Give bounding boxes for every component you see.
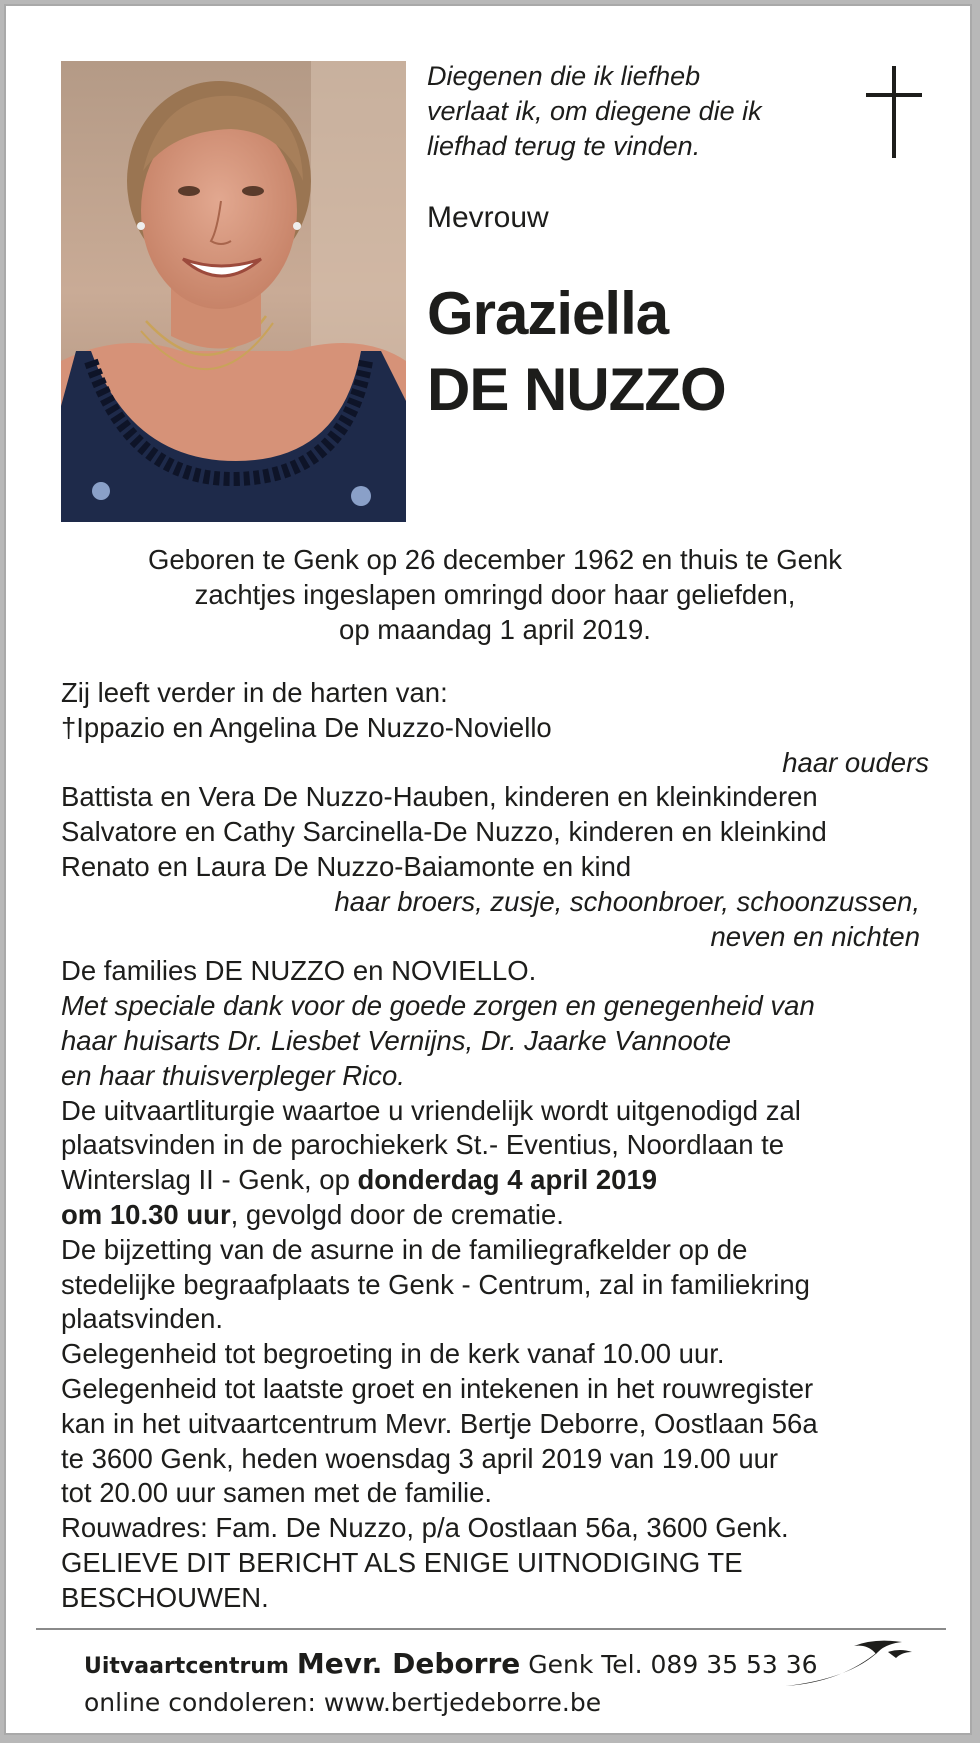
viewing-info: kan in het uitvaartcentrum Mevr. Bertje Deborre, Oostlaan 56a [61, 1407, 818, 1439]
birth-line: zachtjes ingeslapen omringd door haar geliefden, [194, 579, 796, 610]
relation-parents: haar ouders [782, 746, 929, 778]
viewing-info: te 3600 Genk, heden woensdag 3 april 2019 van 19.00 uur [61, 1442, 779, 1474]
last-name: DE NUZZO [427, 356, 726, 423]
funeral-date: donderdag 4 april 2019 [357, 1164, 658, 1196]
portrait-photo [61, 61, 406, 522]
viewing-info: Gelegenheid tot laatste groet en intekenen in het rouwregister [61, 1372, 814, 1404]
birth-line: Geboren te Genk op 26 december 1962 en thuis te Genk [147, 544, 843, 575]
relation-siblings: haar broers, zusje, schoonbroer, schoonzussen, [334, 885, 920, 917]
quote-line: Diegenen die ik liefheb [427, 61, 701, 91]
quote-line: liefhad terug te vinden. [427, 131, 701, 161]
sibling-line: Salvatore en Cathy Sarcinella-De Nuzzo, kinderen en kleinkind [61, 816, 827, 848]
invitation-notice: GELIEVE DIT BERICHT ALS ENIGE UITNODIGING TE [61, 1546, 743, 1578]
cremation-note: , gevolgd door de crematie. [230, 1198, 564, 1230]
sibling-line: Renato en Laura De Nuzzo-Baiamonte en kind [61, 850, 632, 882]
funeral-home-phone: Tel. 089 35 53 36 [601, 1650, 818, 1679]
invitation-notice: BESCHOUWEN. [61, 1581, 269, 1613]
funeral-time: om 10.30 uur [61, 1198, 231, 1230]
thanks-line: haar huisarts Dr. Liesbet Vernijns, Dr. Jaarke Vannoote [61, 1024, 732, 1056]
funeral-info: plaatsvinden in de parochiekerk St.- Eventius, Noordlaan te [61, 1129, 785, 1161]
interment-info: stedelijke begraafplaats te Genk - Centrum, zal in familiekring [61, 1268, 810, 1300]
greeting-info: Gelegenheid tot begroeting in de kerk vanaf 10.00 uur. [61, 1338, 725, 1370]
memorial-quote [427, 59, 847, 164]
funeral-info [61, 1198, 929, 1233]
announcement-body [61, 676, 929, 1616]
honorific: Mevrouw [427, 201, 549, 234]
deceased-name [427, 276, 726, 428]
families-line: De families DE NUZZO en NOVIELLO. [61, 955, 537, 987]
family-intro: Zij leeft verder in de harten van: [61, 677, 448, 708]
funeral-info: De uitvaartliturgie waartoe u vriendelijk wordt uitgenodigd zal [61, 1094, 801, 1126]
funeral-info [61, 1163, 929, 1198]
quote-line: verlaat ik, om diegene die ik [427, 96, 762, 126]
interment-info: plaatsvinden. [61, 1303, 224, 1335]
funeral-location: Winterslag II - Genk, op [61, 1164, 358, 1196]
funeral-home-city: Genk [528, 1650, 594, 1679]
sibling-line: Battista en Vera De Nuzzo-Hauben, kinderen en kleinkinderen [61, 781, 818, 813]
funeral-home-line [84, 1646, 818, 1685]
birth-death-info [61, 542, 929, 647]
thanks-line: en haar thuisverpleger Rico. [61, 1059, 405, 1091]
funeral-home-brand: Mevr. Deborre [296, 1647, 521, 1680]
online-condolence-link[interactable]: online condoleren: www.bertjedeborre.be [84, 1688, 602, 1717]
birth-line: op maandag 1 april 2019. [339, 614, 651, 645]
interment-info: De bijzetting van de asurne in de familiegrafkelder op de [61, 1233, 748, 1265]
viewing-info: tot 20.00 uur samen met de familie. [61, 1477, 493, 1509]
obituary-card [4, 4, 972, 1735]
bird-logo-icon [784, 1638, 914, 1690]
first-name: Graziella [427, 280, 669, 347]
relation-cousins: neven en nichten [710, 920, 920, 952]
funeral-home-footer [84, 1646, 818, 1721]
funeral-home-prefix: Uitvaartcentrum [84, 1654, 289, 1679]
parents-names: †Ippazio en Angelina De Nuzzo-Noviello [61, 711, 552, 743]
footer-divider [36, 1628, 946, 1630]
mourning-address: Rouwadres: Fam. De Nuzzo, p/a Oostlaan 56a, 3600 Genk. [61, 1512, 789, 1544]
thanks-line: Met speciale dank voor de goede zorgen en genegenheid van [61, 990, 815, 1022]
cross-icon [866, 66, 922, 158]
